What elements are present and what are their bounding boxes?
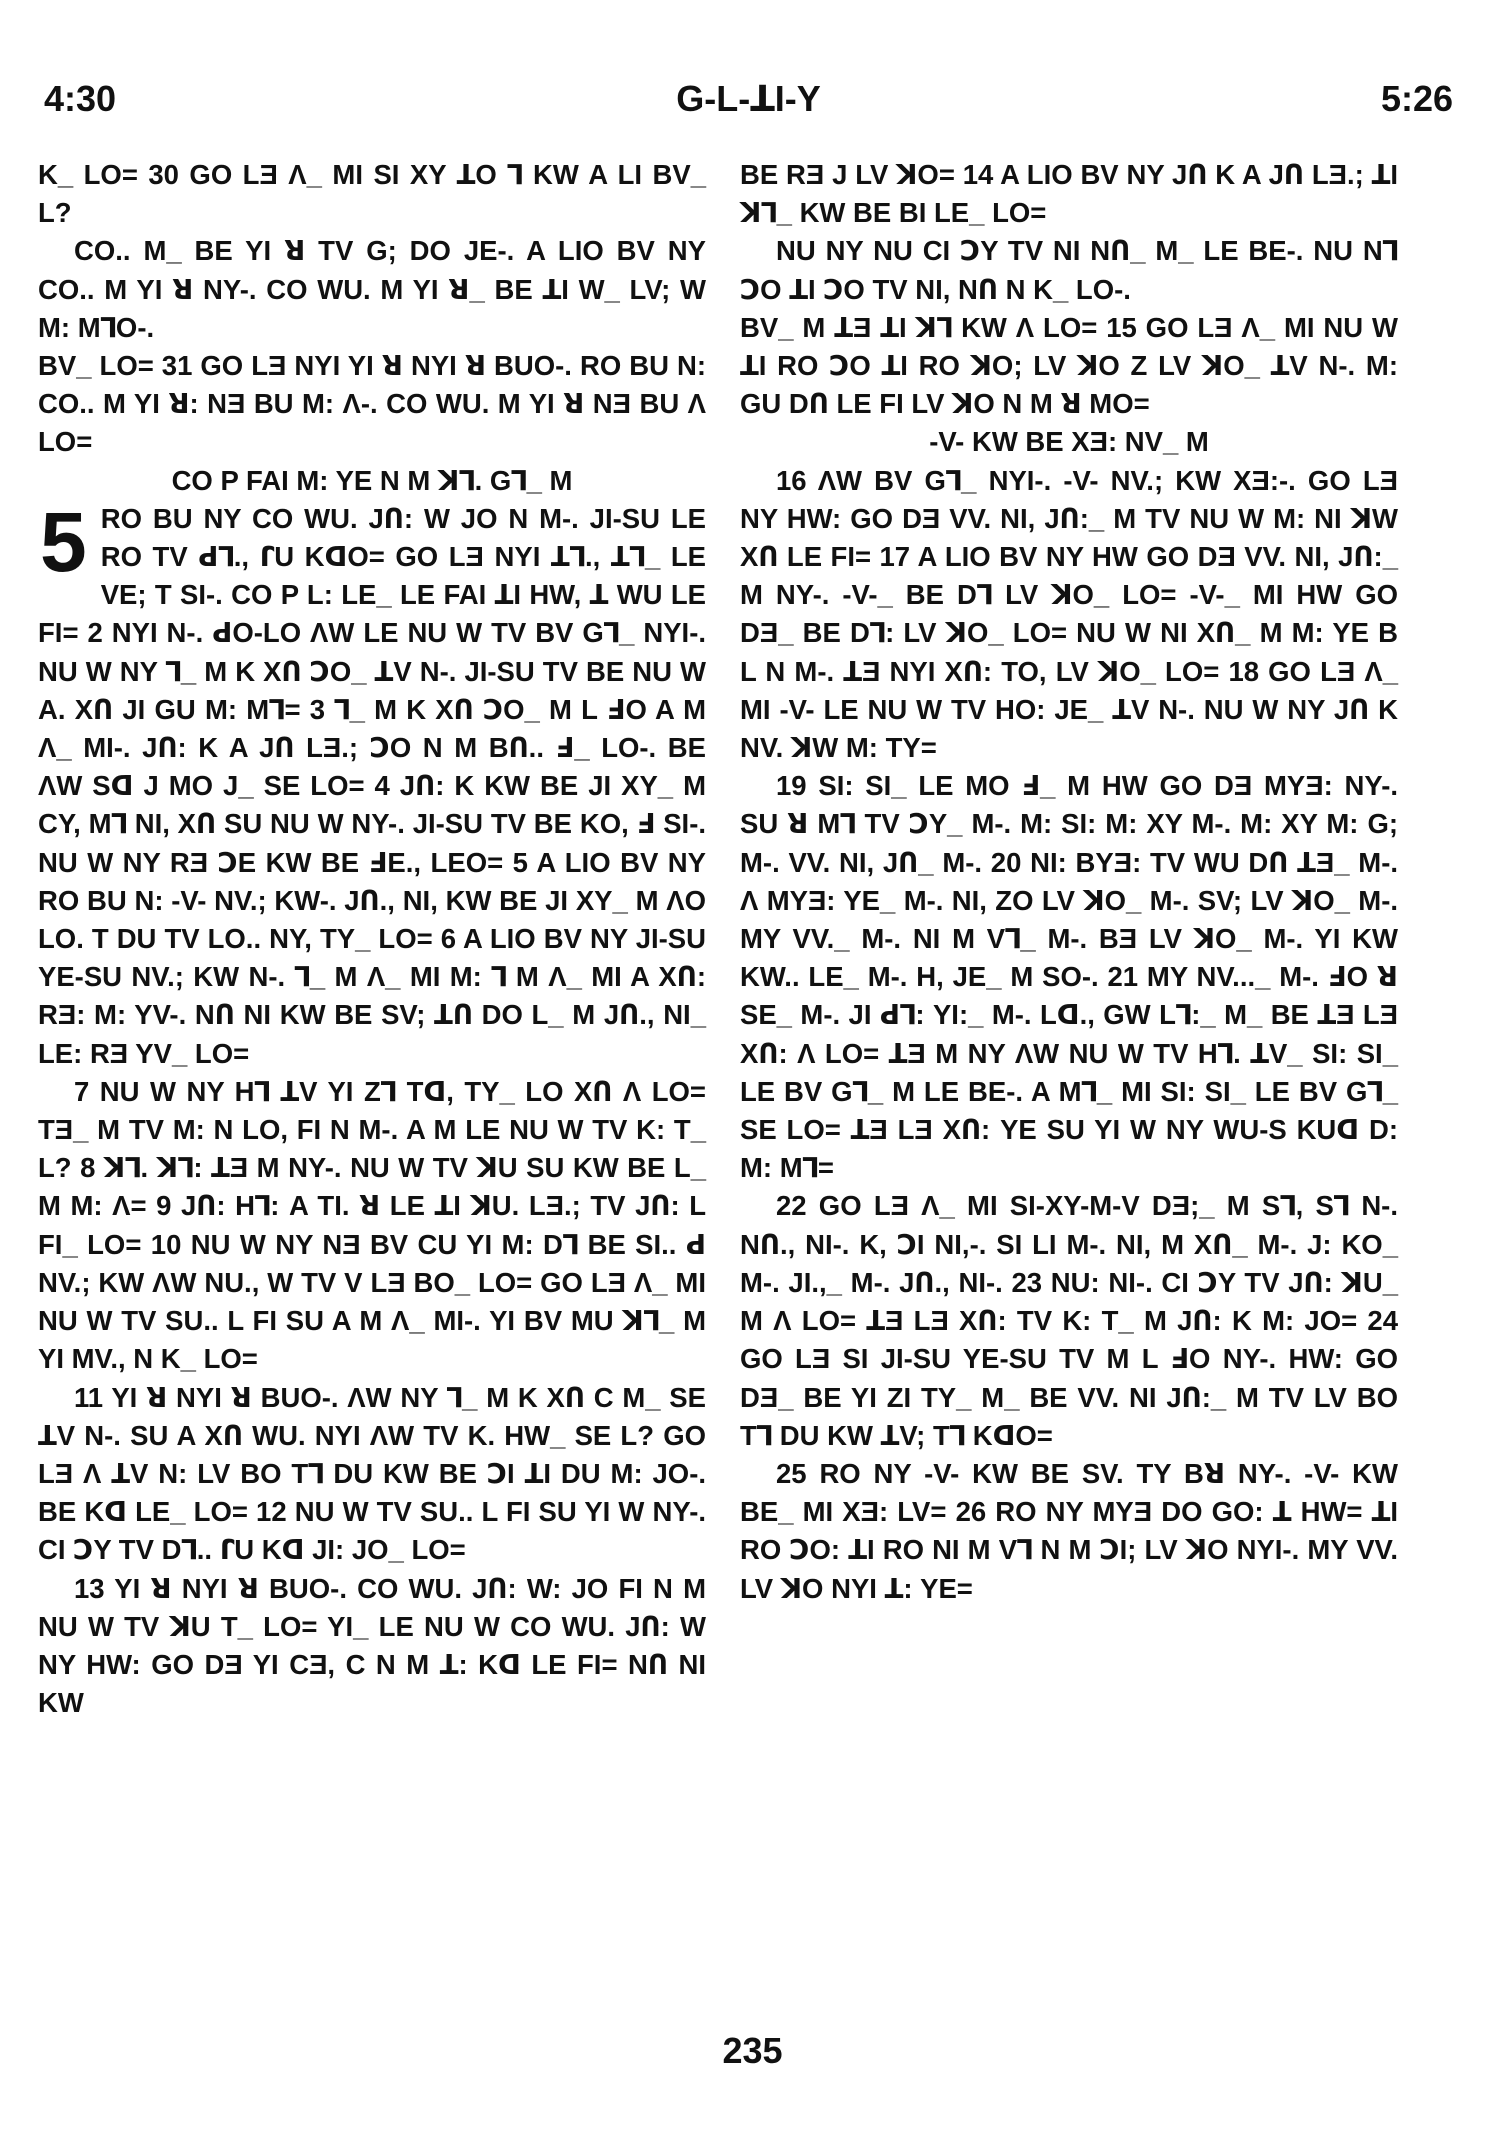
verse-paragraph: BE RƎ J LV ꓘO= 14 A LIO BV NY JՈ K A JՈ LƎ.; ꓕI ꓘꓶ_ KW BE BI LE_ LO= bbox=[740, 159, 1398, 229]
chapter-verse-end: 5:26 bbox=[1380, 78, 1453, 119]
verse-paragraph: 16 ΛW BV Gꓶ_ NYI-. -V- NV.; KW XƎ:-. GO LƎ NY HW: GO DƎ VV. NI, JՈ:_ M TV NU W M: NI ꓘW XՈ LE FI= 17 A LIO BV NY HW GO DƎ VV. NI, JՈ:_ M NY-. -V-_ BE Dꓶ LV ꓘO_ LO= -V-_ MI HW GO DƎ_ BE Dꓶ: LV ꓘO_ LO= NU W NI XՈ_ M M: YE B L N M-. ꓕƎ NYI XՈ: TO, LV ꓘO_ LO= 18 GO LƎ Λ_ MI -V- LE NU W TV HO: JE_ ꓕV N-. NU W NY JՈ K NV. ꓘW M: TY= bbox=[740, 464, 1398, 764]
chapter-paragraph bbox=[38, 494, 706, 1073]
verse-paragraph: 19 SI: SI_ LE MO ꓞ_ M HW GO DƎ MYƎ: NY-. SU ꓤ Mꓶ TV ꓛY_ M-. M: SI: M: XY M-. M: XY M: G; M-. VV. NI, JՈ_ M-. 20 NI: BYƎ: TV WU DՈ ꓕƎ_ M-. Λ MYƎ: YE_ M-. NI, ZO LV ꓘO_ M-. SV; LV ꓘO_ M-. MY VV._ M-. NI M Vꓶ_ M-. BƎ LV ꓘO_ M-. YI KW KW.. LE_ M-. H, JE_ M SO-. 21 MY NV..._ M-. ꓞO ꓤ SE_ M-. JI ꓒꓶ: YI:_ M-. Lꓷ., GW Lꓶ:_ M_ BE ꓕƎ LƎ XՈ: Λ LO= ꓕƎ M NY ΛW NU W TV Hꓶ. ꓕV_ SI: SI_ LE BV Gꓶ_ M LE BE-. A Mꓶ_ MI SI: SI_ LE BV Gꓶ_ SE LO= ꓕƎ LƎ XՈ: YE SU YI W NY WU-S KUꓷ D: M: Mꓶ= bbox=[740, 770, 1398, 1184]
book-title: G-L-ꓕI-Y bbox=[676, 78, 821, 119]
verse-paragraph: CO.. M_ BE YI ꓤ TV G; DO JE-. A LIO BV NY CO.. M YI ꓤ NY-. CO WU. M YI ꓤ_ BE ꓕI W_ LV; W M: MꓶO-. bbox=[38, 235, 706, 343]
section-heading: -V- KW BE XƎ: NV_ M bbox=[929, 426, 1209, 458]
verse-paragraph: NU NY NU CI ꓛY TV NI NՈ_ M_ LE BE-. NU Nꓶ ꓛO ꓕI ꓛO TV NI, NՈ N K_ LO-. bbox=[740, 235, 1398, 305]
verse-paragraph: 7 NU W NY Hꓶ ꓕV YI Zꓶ Tꓷ, TY_ LO XՈ Λ LO= TƎ_ M TV M: N LO, FI N M-. A M LE NU W TV K: T_ L? 8 ꓘꓶ. ꓘꓶ: ꓕƎ M NY-. NU W TV ꓘU SU KW BE L_ M M: Λ= 9 JՈ: Hꓶ: A TI. ꓤ LE ꓕI ꓘU. LƎ.; TV JՈ: L FI_ LO= 10 NU W NY NƎ BV CU YI M: Dꓶ BE SI.. ꓒ NV.; KW ΛW NU., W TV V LƎ BO_ LO= GO LƎ Λ_ MI NU W TV SU.. L FI SU A M Λ_ MI-. YI BV MU ꓘꓶ_ M YI MV., N K_ LO= bbox=[38, 1075, 706, 1375]
section-heading: CO P FAI M: YE N M ꓘꓶ. Gꓶ_ M bbox=[171, 464, 573, 496]
verse-paragraph: BV_ LO= 31 GO LƎ NYI YI ꓤ NYI ꓤ BUO-. RO BU N: CO.. M YI ꓤ: NƎ BU M: Λ-. CO WU. M YI ꓤ NƎ BU Λ LO= bbox=[38, 350, 706, 458]
page-header bbox=[44, 78, 1453, 126]
chapter-verse-start: 4:30 bbox=[44, 78, 117, 119]
verse-paragraph: BV_ M ꓕƎ ꓕI ꓘꓶ KW Λ LO= 15 GO LƎ Λ_ MI NU W ꓕI RO ꓛO ꓕI RO ꓘO; LV ꓘO Z LV ꓘO_ ꓕV N-. M: GU DՈ LE FI LV ꓘO N M ꓤ MO= bbox=[740, 311, 1398, 420]
page-number: 235 bbox=[722, 2030, 783, 2071]
paragraph-text: RO BU NY CO WU. JՈ: W JO N M-. JI-SU LE RO TV ꓒꓶ., ꓩU KꓷO= GO LƎ NYI ꓕꓶ., ꓕꓶ_ LE VE; T SI-. CO P L: LE_ LE FAI ꓕI HW, ꓕ WU LE FI= 2 NYI N-. ꓒO-LO ΛW LE NU W TV BV Gꓶ_ NYI-. NU W NY ꓶ_ M K XՈ ꓛO_ ꓕV N-. JI-SU TV BE NU W A. XՈ JI GU M: Mꓶ= 3 ꓶ_ M K XՈ ꓛO_ M L ꓞO A M Λ_ MI-. JՈ: K A JՈ LƎ.; ꓛO N M BՈ.. ꓞ_ LO-. BE ΛW Sꓷ J MO J_ SE LO= 4 JՈ: K KW BE JI XY_ M CY, Mꓶ NI, XՈ SU NU W NY-. JI-SU TV BE KO, ꓞ SI-. NU W NY RƎ ꓛE KW BE ꓞE., LEO= 5 A LIO BV NY RO BU N: -V- NV.; KW-. JՈ., NI, KW BE JI XY_ M ΛO LO. T DU TV LO.. NY, TY_ LO= 6 A LIO BV NY JI-SU YE-SU NV.; KW N-. ꓶ_ M Λ_ MI M: ꓶ M Λ_ MI A XՈ: RƎ: M: YV-. NՈ NI KW BE SV; ꓕՈ DO L_ M JՈ., NI_ LE: RƎ YV_ LO= bbox=[38, 502, 706, 1069]
left-text-column bbox=[38, 156, 706, 1722]
chapter-number: 5 bbox=[40, 494, 87, 589]
verse-paragraph: 13 YI ꓤ NYI ꓤ BUO-. CO WU. JՈ: W: JO FI N M NU W TV ꓘU T_ LO= YI_ LE NU W CO WU. JՈ: W NY HW: GO DƎ YI CƎ, C N M ꓕ: Kꓷ LE FI= NՈ NI KW bbox=[38, 1572, 706, 1719]
verse-paragraph: 22 GO LƎ Λ_ MI SI-XY-M-V DƎ;_ M Sꓶ, Sꓶ N-. NՈ., NI-. K, ꓛI NI,-. SI LI M-. NI, M XՈ_ M-. J: KO_ M-. JI.,_ M-. JՈ., NI-. 23 NU: NI-. CI ꓛY TV JՈ: ꓘU_ M Λ LO= ꓕƎ LƎ XՈ: TV K: T_ M JՈ: K M: JO= 24 GO LƎ SI JI-SU YE-SU TV M L ꓞO NY-. HW: GO DƎ_ BE YI ZI TY_ M_ BE VV. NI JՈ:_ M TV LV BO Tꓶ DU KW ꓕV; Tꓶ KꓷO= bbox=[740, 1190, 1398, 1451]
verse-paragraph: 25 RO NY -V- KW BE SV. TY Bꓤ NY-. -V- KW BE_ MI XƎ: LV= 26 RO NY MYƎ DO GO: ꓕ HW= ꓕI RO ꓛO: ꓕI RO NI M Vꓶ N M ꓛI; LV ꓘO NYI-. MY VV. LV ꓘO NYI ꓕ: YE= bbox=[740, 1457, 1398, 1604]
verse-paragraph: 11 YI ꓤ NYI ꓤ BUO-. ΛW NY ꓶ_ M K XՈ C M_ SE ꓕV N-. SU A XՈ WU. NYI ΛW TV K. HW_ SE L? GO LƎ Λ ꓕV N: LV BO Tꓶ DU KW BE ꓛI ꓕI DU M: JO-. BE Kꓷ LE_ LO= 12 NU W TV SU.. L FI SU YI W NY-. CI ꓛY TV Dꓶ.. ꓩU Kꓷ JI: JO_ LO= bbox=[38, 1381, 706, 1566]
verse-paragraph: K_ LO= 30 GO LƎ Λ_ MI SI XY ꓕO ꓶ KW A LI BV_ L? bbox=[38, 159, 706, 229]
right-text-column bbox=[740, 156, 1398, 1608]
